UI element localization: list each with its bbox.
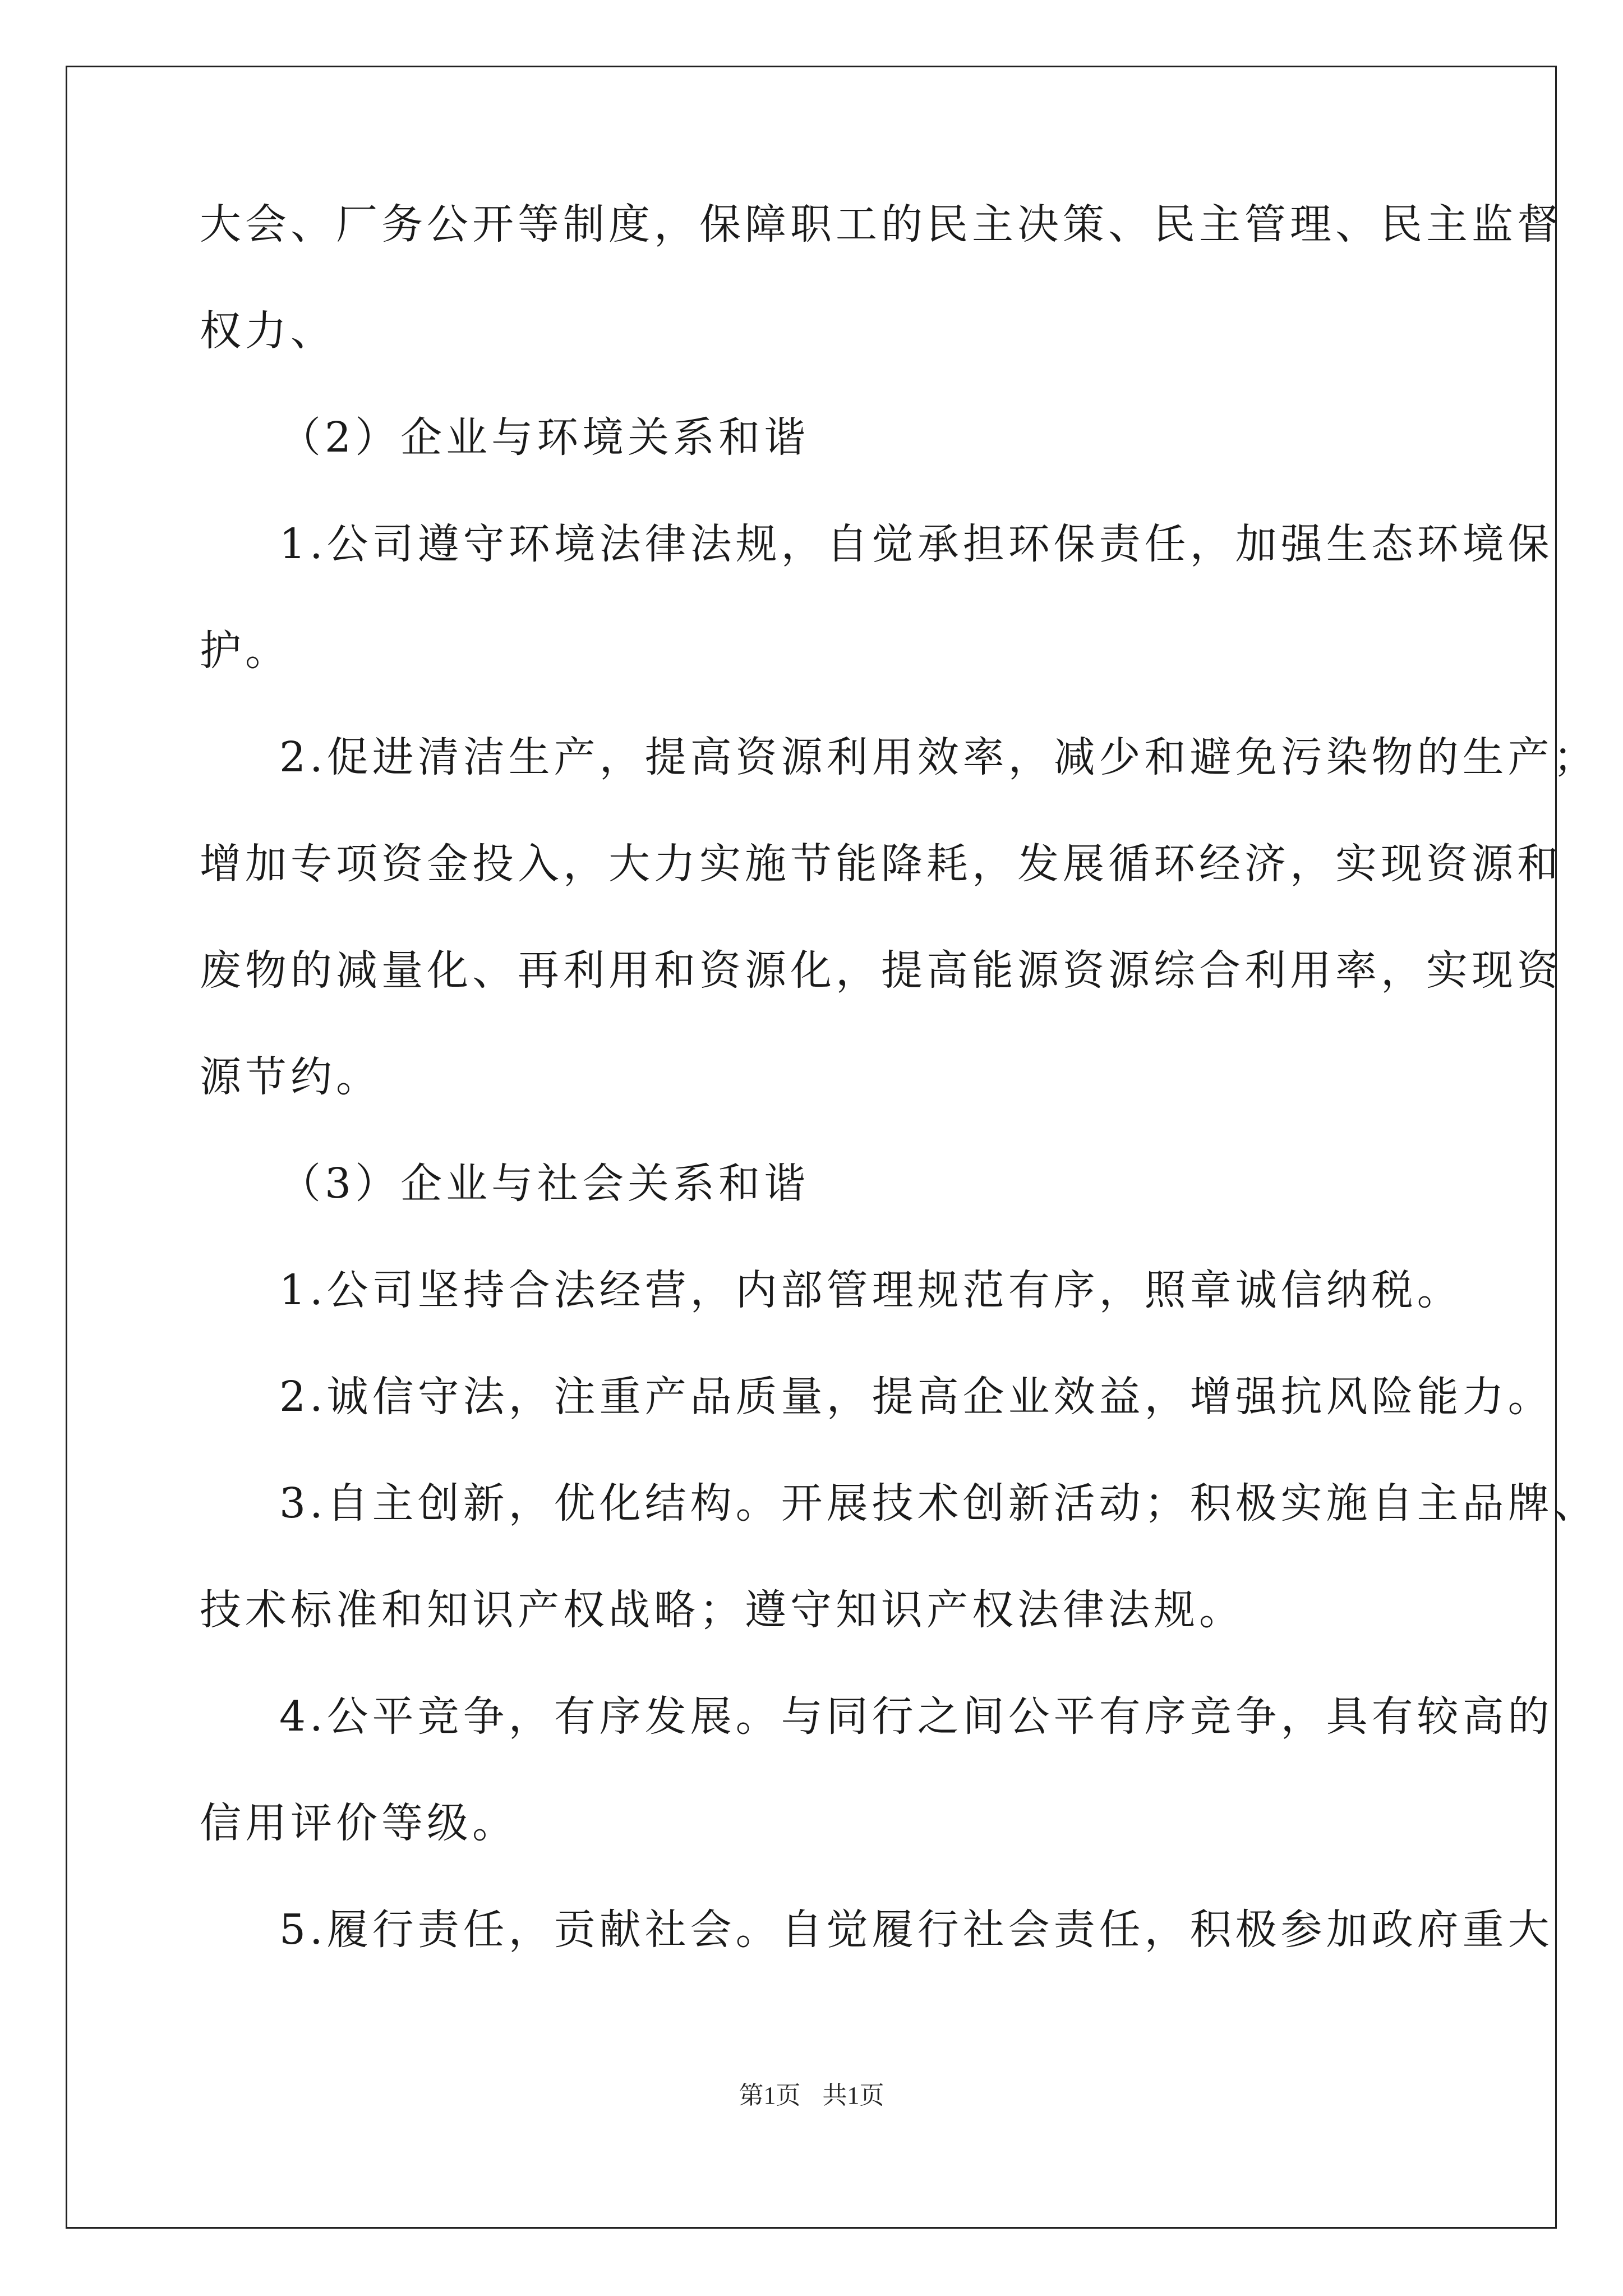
- text-line: 废物的减量化、再利用和资源化，提高能源资源综合利用率，实现资: [200, 946, 1562, 995]
- text-line: 1.公司遵守环境法律法规，自觉承担环保责任，加强生态环境保: [279, 520, 1553, 568]
- section-heading: （3）企业与社会关系和谐: [279, 1159, 810, 1208]
- text-line: 4.公平竞争，有序发展。与同行之间公平有序竞争，具有较高的: [279, 1692, 1553, 1741]
- text-line: 5.履行责任，贡献社会。自觉履行社会责任，积极参加政府重大: [279, 1906, 1553, 1954]
- page-footer: [0, 2079, 1623, 2113]
- page-number-current: 第1页: [739, 2082, 801, 2109]
- text-line: 2.诚信守法，注重产品质量，提高企业效益，增强抗风险能力。: [279, 1373, 1553, 1421]
- section-heading: （2）企业与环境关系和谐: [279, 413, 810, 462]
- text-line: 权力、: [200, 307, 336, 355]
- text-line: 护。: [200, 627, 291, 675]
- text-line: 3.自主创新，优化结构。开展技术创新活动；积极实施自主品牌、: [279, 1479, 1599, 1527]
- text-line: 增加专项资金投入，大力实施节能降耗，发展循环经济，实现资源和: [200, 840, 1562, 888]
- text-line: 信用评价等级。: [200, 1799, 518, 1847]
- text-line: 2.促进清洁生产，提高资源利用效率，减少和避免污染物的生产；: [279, 733, 1599, 781]
- text-line: 源节约。: [200, 1053, 381, 1101]
- text-line: 大会、厂务公开等制度，保障职工的民主决策、民主管理、民主监督: [200, 200, 1562, 249]
- text-line: 技术标准和知识产权战略；遵守知识产权法律法规。: [200, 1586, 1244, 1634]
- page-number-total: 共1页: [822, 2082, 884, 2109]
- text-line: 1.公司坚持合法经营，内部管理规范有序，照章诚信纳税。: [279, 1266, 1463, 1314]
